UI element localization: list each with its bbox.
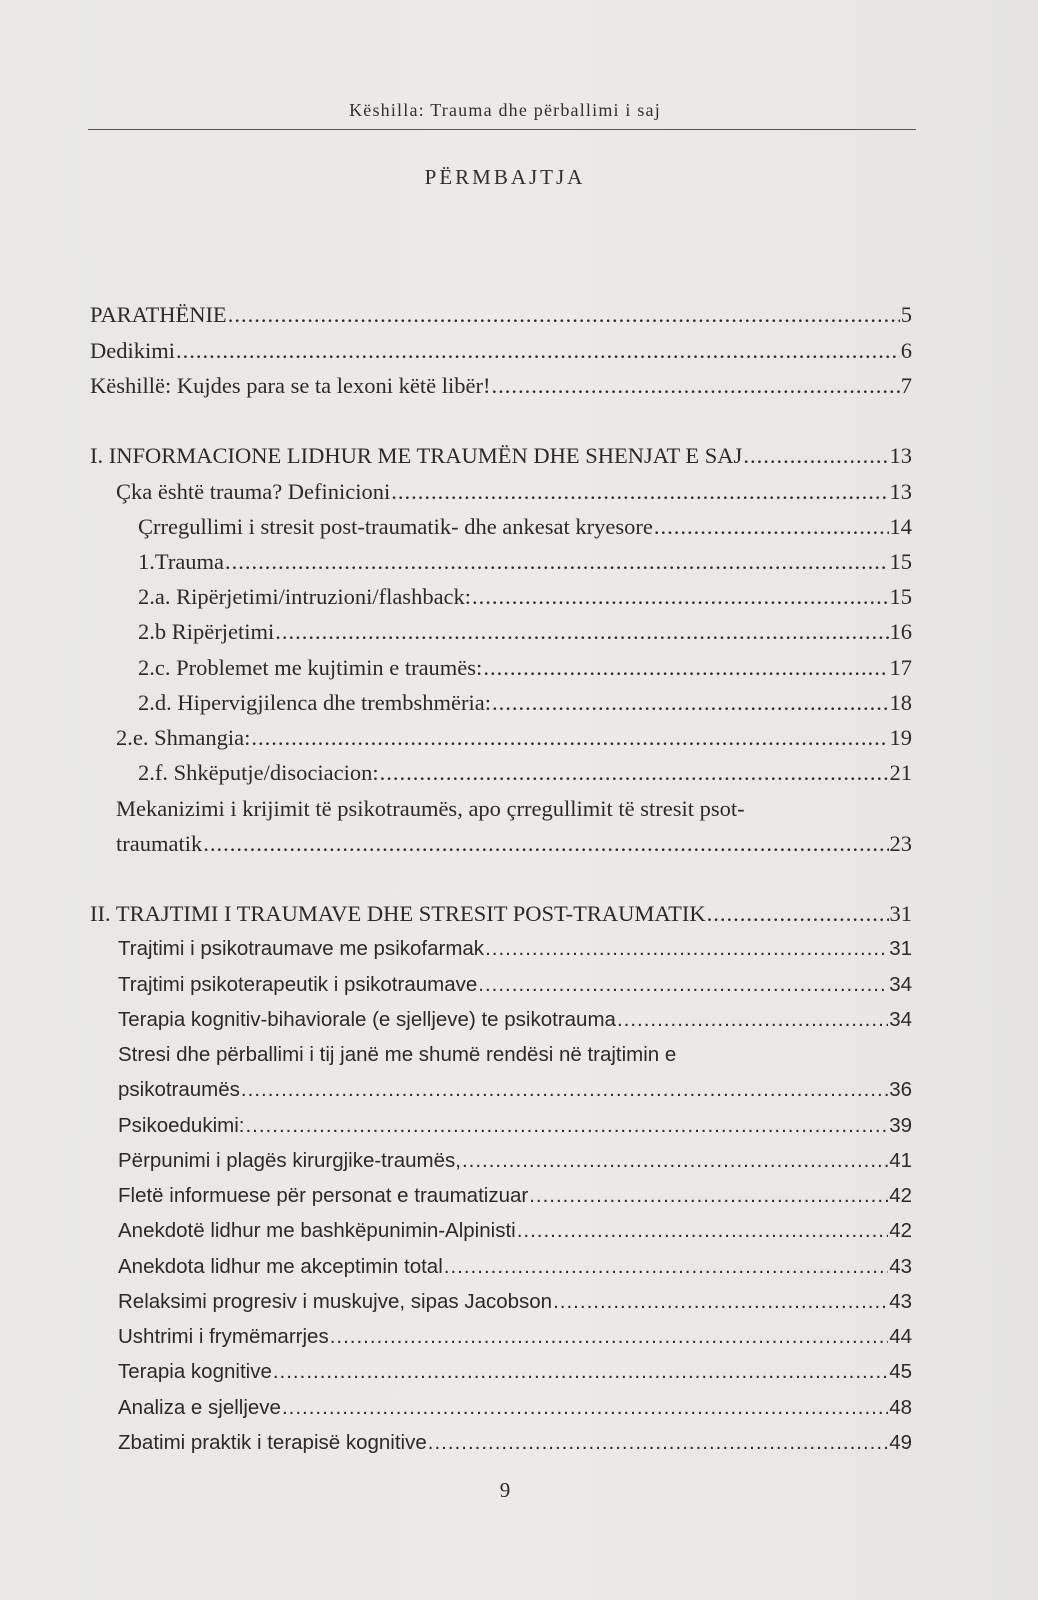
toc-chapter-2-heading [90, 901, 912, 927]
toc-leader-dots [225, 549, 888, 575]
toc-leader-dots [492, 690, 888, 716]
toc-entry-text: Çrregullimi i stresit post-traumatik- dhe ankesat kryesore [138, 514, 653, 539]
toc-entry-text: II. TRAJTIMI I TRAUMAVE DHE STRESIT POST-TRAUMATIK [90, 901, 706, 926]
toc-leader-dots [203, 831, 888, 857]
toc-entry-text: Trajtimi psikoterapeutik i psikotraumave [118, 973, 478, 996]
toc-entry-text: Analiza e sjelljeve [118, 1396, 281, 1419]
toc-leader-dots [492, 373, 900, 399]
toc-leader-dots [282, 1395, 888, 1421]
toc-entry-text: Këshillë: Kujdes para se ta lexoni këtë libër! [90, 373, 491, 398]
toc-entry [138, 690, 912, 716]
toc-entry-text: Terapia kognitive [118, 1360, 272, 1383]
header-rule [88, 129, 916, 130]
toc-entry [118, 1395, 912, 1421]
toc-entry-text: Fletë informuese për personat e traumatizuar [118, 1184, 529, 1207]
toc-leader-dots [743, 443, 888, 469]
toc-leader-dots [617, 1007, 888, 1033]
toc-page-number: 7 [900, 373, 912, 398]
toc-page-number: 19 [889, 725, 912, 750]
toc-entry-text: Psikoedukimi: [118, 1114, 245, 1137]
toc-page-number: 13 [889, 479, 912, 504]
toc-leader-dots [529, 1183, 888, 1209]
toc-title: PËRMBAJTJA [424, 165, 586, 189]
toc-page-number: 21 [889, 760, 912, 785]
toc-entry-text: 2.b Ripërjetimi [138, 619, 275, 644]
toc-leader-dots [444, 1254, 888, 1280]
toc-entry [138, 584, 912, 610]
toc-entry-text: 2.a. Ripërjetimi/intruzioni/flashback: [138, 584, 472, 609]
toc-entry-keshille [90, 373, 912, 399]
toc-page-number: 5 [900, 302, 912, 327]
toc-entry [138, 549, 912, 575]
toc-page-number: 34 [889, 1008, 912, 1031]
toc-entry [118, 1113, 912, 1139]
toc-page-number: 15 [889, 549, 912, 574]
toc-entry-parathenie [90, 302, 912, 328]
toc-entry-text: 2.c. Problemet me kujtimin e traumës: [138, 655, 483, 680]
toc-entry [118, 1077, 912, 1103]
toc-page-number: 31 [889, 901, 912, 926]
toc-leader-dots [241, 1077, 888, 1103]
toc-leader-dots [483, 655, 888, 681]
toc-entry [118, 1254, 912, 1280]
toc-page-number: 41 [889, 1149, 912, 1172]
toc-page-number: 31 [889, 937, 912, 960]
toc-entry-text: Anekdotë lidhur me bashkëpunimin-Alpinisti [118, 1219, 516, 1242]
running-header: Këshilla: Trauma dhe përballimi i saj [349, 100, 661, 120]
toc-page-number: 42 [889, 1219, 912, 1242]
toc-entry-text: 2.e. Shmangia: [116, 725, 251, 750]
toc-entry-wrapped-line: Mekanizimi i krijimit të psikotraumës, apo çrregullimit të stresit psot- [116, 796, 745, 821]
toc-entry [118, 1430, 912, 1456]
toc-page-number: 42 [889, 1184, 912, 1207]
toc-leader-dots [654, 514, 889, 540]
toc-leader-dots [553, 1289, 888, 1315]
toc-entry [116, 725, 912, 751]
toc-leader-dots [462, 1148, 888, 1174]
toc-entry-text: psikotraumës [118, 1078, 240, 1101]
toc-entry-text: traumatik [116, 831, 203, 856]
toc-entry [118, 1183, 912, 1209]
toc-entry-text: Zbatimi praktik i terapisë kognitive [118, 1431, 427, 1454]
toc-page-number: 44 [889, 1325, 912, 1348]
toc-leader-dots [380, 760, 889, 786]
toc-page-number: 34 [889, 973, 912, 996]
toc-entry [118, 936, 912, 962]
toc-entry-text: I. INFORMACIONE LIDHUR ME TRAUMËN DHE SHENJAT E SAJ [90, 443, 743, 468]
toc-entry-dedikimi [90, 338, 912, 364]
toc-entry-text: PARATHËNIE [90, 302, 227, 327]
toc-entry [118, 1324, 912, 1350]
toc-leader-dots [273, 1359, 888, 1385]
toc-entry-text: 2.f. Shkëputje/disociacion: [138, 760, 379, 785]
toc-page-number: 13 [889, 443, 912, 468]
toc-entry [118, 1359, 912, 1385]
toc-entry-text: 1.Trauma [138, 549, 225, 574]
page-number: 9 [499, 1478, 511, 1502]
toc-entry-text: Çka është trauma? Definicioni [116, 479, 391, 504]
toc-entry-text: Ushtrimi i frymëmarrjes [118, 1325, 329, 1348]
toc-page-number: 18 [889, 690, 912, 715]
toc-entry-text: Përpunimi i plagës kirurgjike-traumës, [118, 1149, 461, 1172]
toc-page-number: 49 [889, 1431, 912, 1454]
toc-entry [118, 1007, 912, 1033]
toc-leader-dots [251, 725, 888, 751]
toc-page-number: 48 [889, 1396, 912, 1419]
toc-leader-dots [228, 302, 900, 328]
toc-page-number: 43 [889, 1290, 912, 1313]
toc-page-number: 14 [889, 514, 912, 539]
toc-leader-dots [428, 1430, 888, 1456]
toc-page-number: 39 [889, 1114, 912, 1137]
toc-entry [118, 1289, 912, 1315]
toc-leader-dots [176, 338, 900, 364]
toc-page-number: 45 [889, 1360, 912, 1383]
toc-entry [138, 619, 912, 645]
toc-page-number: 43 [889, 1255, 912, 1278]
toc-entry-text: 2.d. Hipervigjilenca dhe trembshmëria: [138, 690, 492, 715]
toc-leader-dots [330, 1324, 888, 1350]
toc-entry [118, 1148, 912, 1174]
toc-entry-text: Anekdota lidhur me akceptimin total [118, 1255, 443, 1278]
toc-page-number: 36 [889, 1078, 912, 1101]
toc-page-number: 15 [889, 584, 912, 609]
toc-chapter-1-heading [90, 443, 912, 469]
toc-entry-text: Trajtimi i psikotraumave me psikofarmak [118, 937, 485, 960]
toc-leader-dots [245, 1113, 888, 1139]
toc-entry-text: Dedikimi [90, 338, 175, 363]
toc-page-number: 17 [889, 655, 912, 680]
toc-entry [118, 972, 912, 998]
toc-leader-dots [485, 936, 888, 962]
toc-leader-dots [391, 479, 888, 505]
toc-leader-dots [478, 972, 888, 998]
toc-entry [116, 479, 912, 505]
toc-leader-dots [275, 619, 888, 645]
toc-entry-wrapped-line: Stresi dhe përballimi i tij janë me shumë rendësi në trajtimin e [118, 1043, 677, 1066]
toc-entry [138, 655, 912, 681]
toc-entry-text: Terapia kognitiv-bihaviorale (e sjelljeve) te psikotrauma [118, 1008, 616, 1031]
toc-page-number: 23 [889, 831, 912, 856]
toc-leader-dots [472, 584, 888, 610]
toc-page-number: 16 [889, 619, 912, 644]
toc-page-number: 6 [900, 338, 912, 363]
toc-leader-dots [707, 901, 889, 927]
toc-entry [138, 514, 912, 540]
toc-entry-text: Relaksimi progresiv i muskujve, sipas Jacobson [118, 1290, 553, 1313]
toc-entry [118, 1218, 912, 1244]
toc-leader-dots [517, 1218, 888, 1244]
toc-entry [138, 760, 912, 786]
toc-entry [116, 831, 912, 857]
